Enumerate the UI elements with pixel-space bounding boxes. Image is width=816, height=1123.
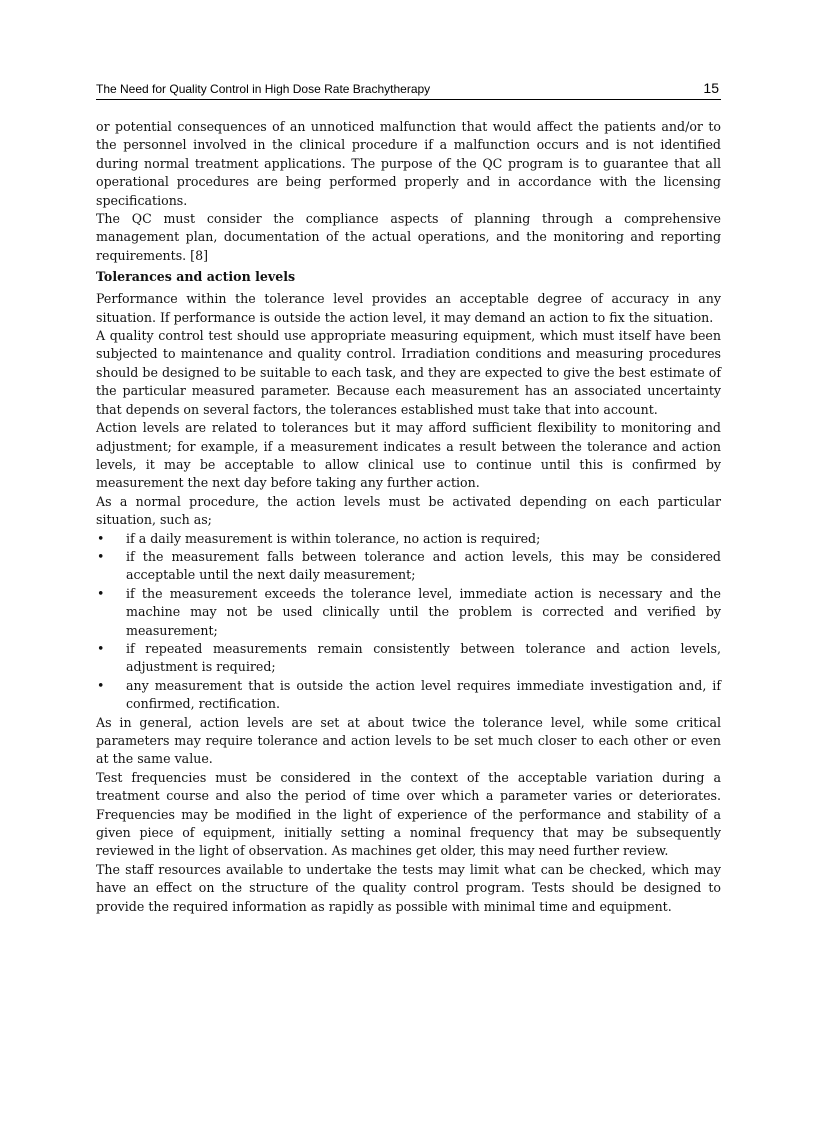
paragraph: Test frequencies must be considered in the context of the acceptable variation during a treatment course and also the period of time over which a parameter varies or deteriorates. Frequencies may be modified in the light of experience of the performance and stability of a given piece of equipment, initially setting a nominal frequency that may be subsequently reviewed in the light of observation. As machines get older, this may need further review. <box>96 769 721 859</box>
paragraph: The staff resources available to undertake the tests may limit what can be checked, which may have an effect on the structure of the quality control program. Tests should be designed to provide the required information as rapidly as possible with minimal time and equipment. <box>96 861 721 914</box>
running-header <box>96 81 721 100</box>
paragraph: As in general, action levels are set at about twice the tolerance level, while some critical parameters may require tolerance and action levels to be set much closer to each other or even at the same value. <box>96 714 721 767</box>
body-text <box>96 118 721 916</box>
paragraph: The QC must consider the compliance aspects of planning through a comprehensive management plan, documentation of the actual operations, and the monitoring and reporting requirements. [8] <box>96 211 721 263</box>
running-title: The Need for Quality Control in High Dose Rate Brachytherapy <box>96 82 431 96</box>
paragraph: A quality control test should use appropriate measuring equipment, which must itself have been subjected to maintenance and quality control. Irradiation conditions and measuring procedures should be designed to be suitable to each task, and they are expected to give the best estimate of the particular measured parameter. Because each measurement has an associated uncertainty that depends on several factors, the tolerances established must take that into account. <box>96 328 721 417</box>
paragraph: or potential consequences of an unnoticed malfunction that would affect the patients and/or to the personnel involved in the clinical procedure if a malfunction occurs and is not identified during normal treatment applications. The purpose of the QC program is to guarantee that all operational procedures are being performed properly and in accordance with the licensing specifications. <box>96 119 721 208</box>
list-item: • if the measurement falls between tolerance and action levels, this may be considered acceptable until the next daily measurement; <box>96 548 721 585</box>
section-heading: Tolerances and action levels <box>96 269 296 285</box>
list-item: • if the measurement exceeds the tolerance level, immediate action is necessary and the machine may not be used clinically until the problem is corrected and verified by measurement; <box>96 585 721 640</box>
paragraph: Performance within the tolerance level provides an acceptable degree of accuracy in any situation. If performance is outside the action level, it may demand an action to fix the situation. <box>96 291 721 325</box>
paragraph: As a normal procedure, the action levels must be activated depending on each particular situation, such as; <box>96 493 721 528</box>
list-item: • if repeated measurements remain consistently between tolerance and action levels, adjustment is required; <box>96 640 721 677</box>
page-number: 15 <box>703 80 719 96</box>
bullet-list <box>96 530 721 714</box>
list-item: • if a daily measurement is within tolerance, no action is required; <box>96 530 721 548</box>
paragraph: Action levels are related to tolerances but it may afford sufficient flexibility to monitoring and adjustment; for example, if a measurement indicates a result between the tolerance and action levels, it may be acceptable to allow clinical use to continue until this is confirmed by measurement the next day before taking any further action. <box>96 420 721 491</box>
list-item: • any measurement that is outside the action level requires immediate investigation and, if confirmed, rectification. <box>96 677 721 714</box>
